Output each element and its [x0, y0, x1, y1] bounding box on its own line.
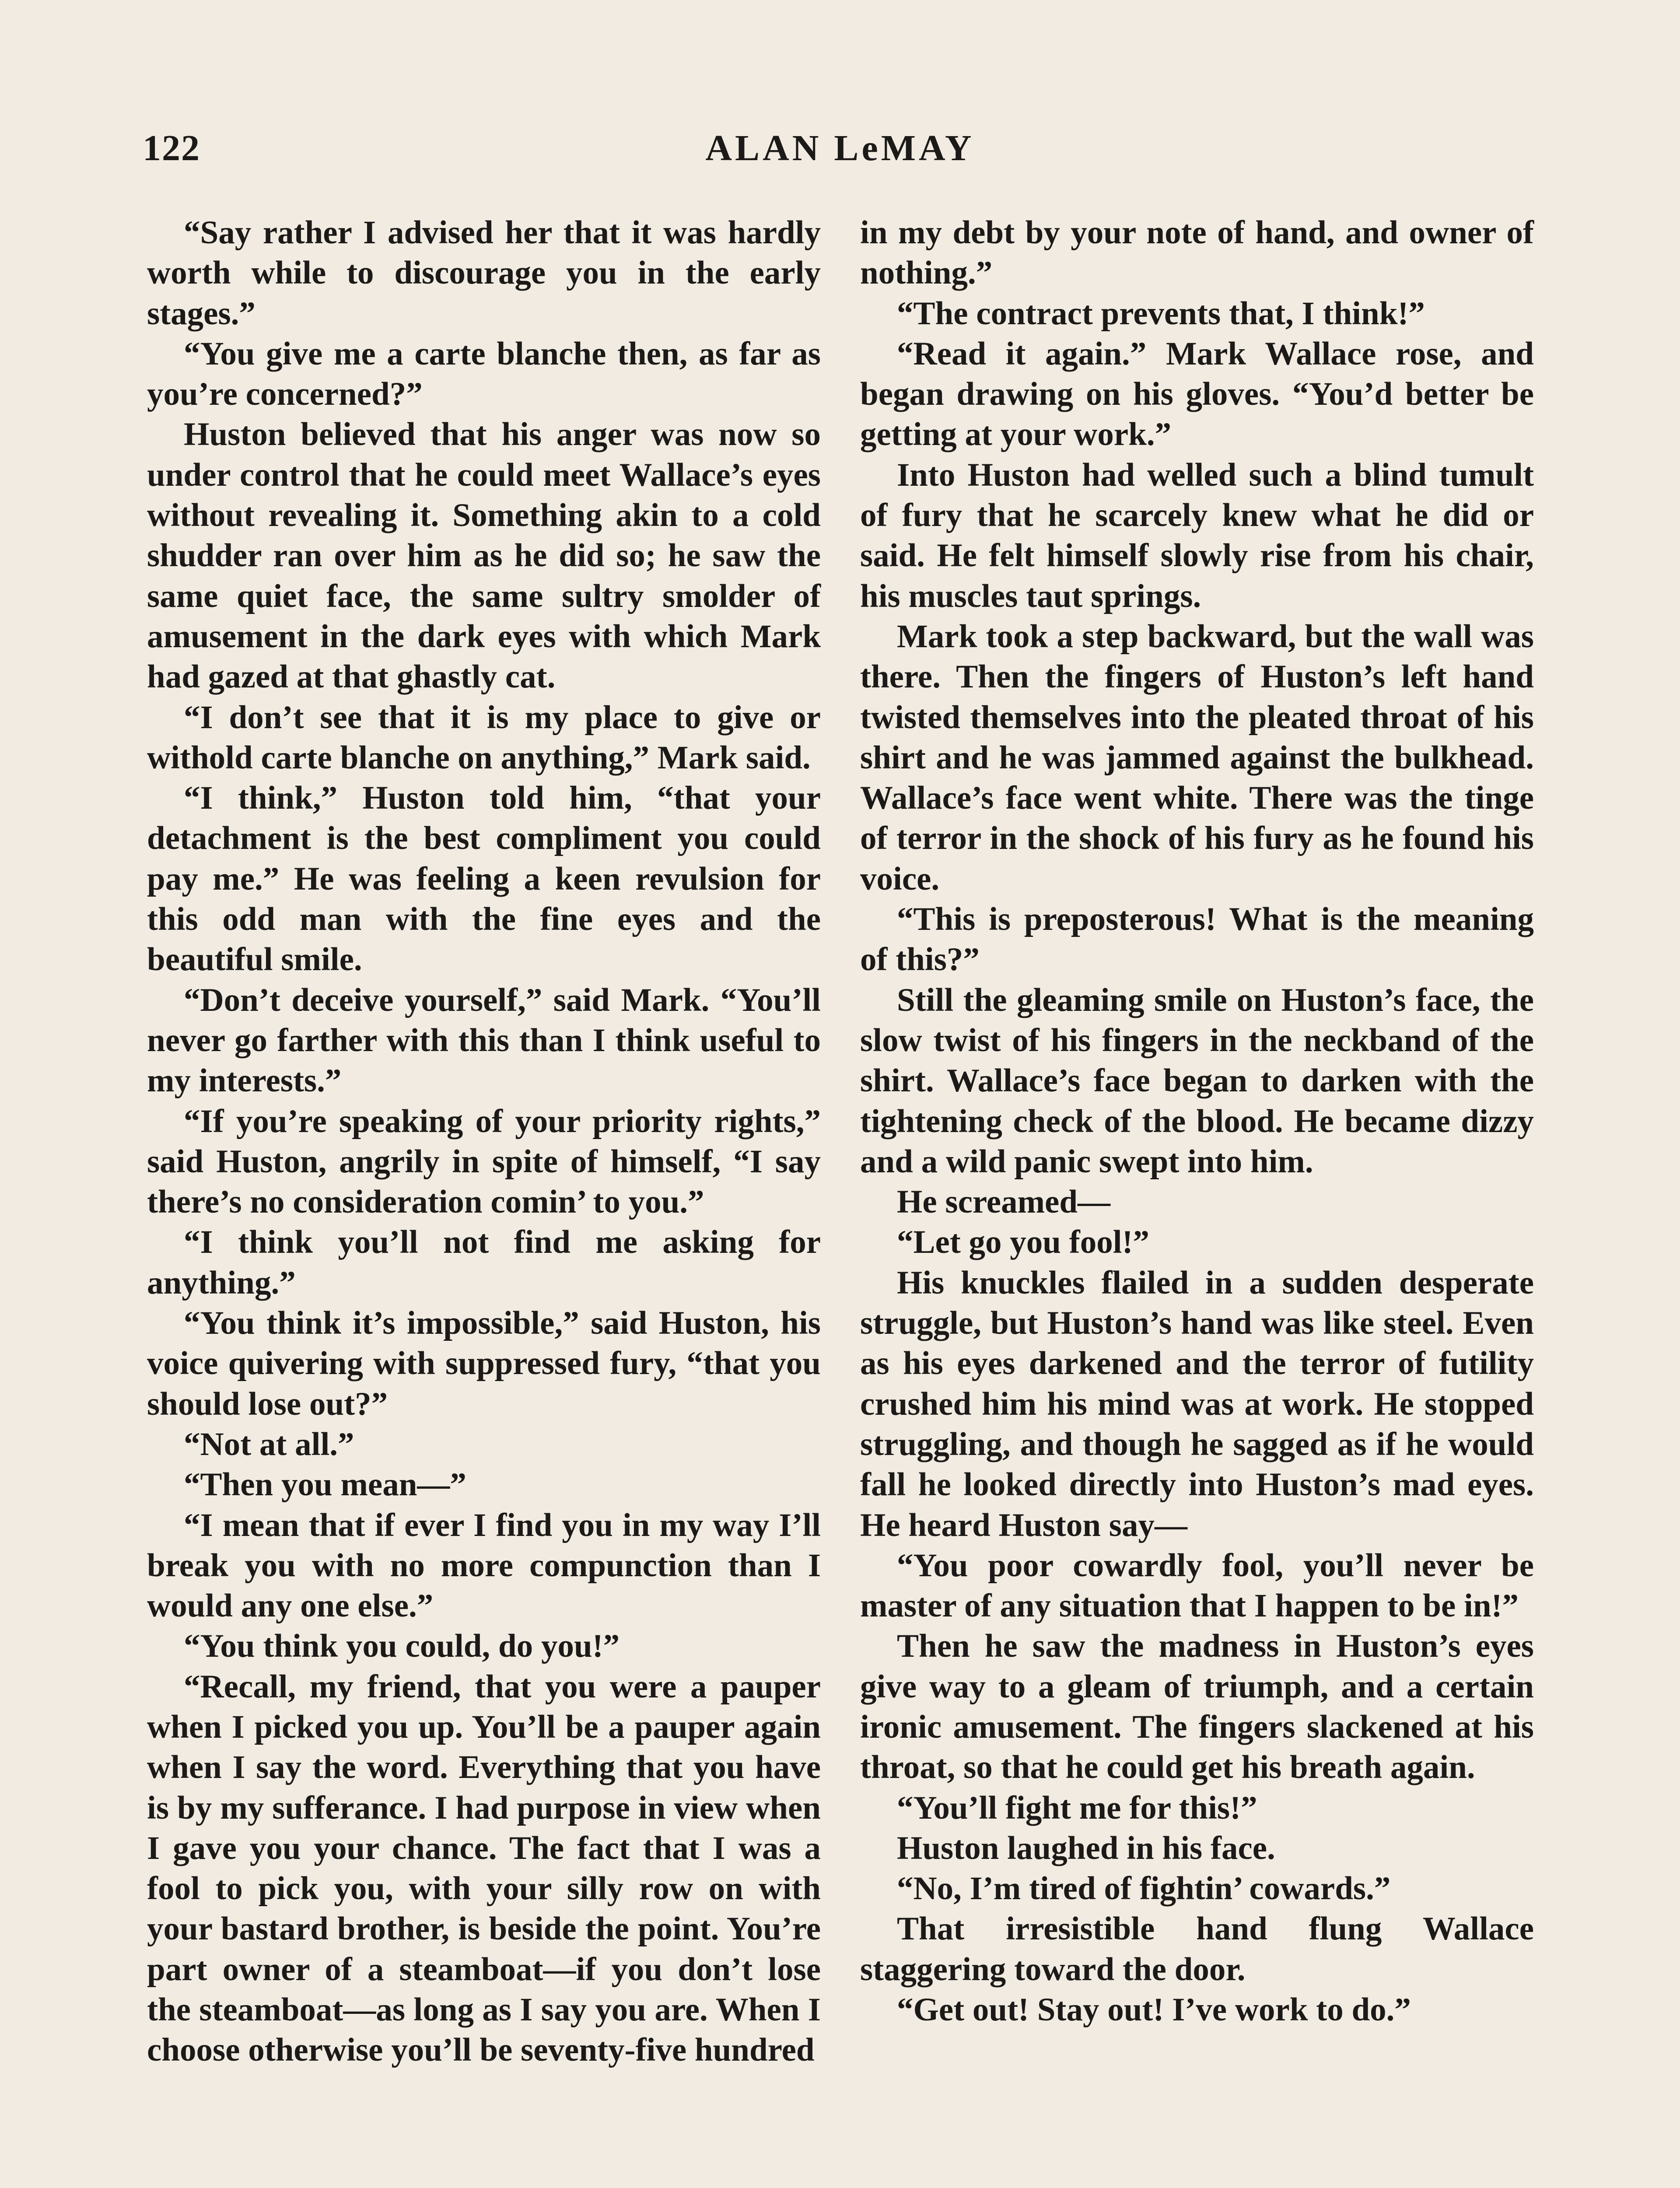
paragraph: “You poor cowardly fool, you’ll never be master of any situation that I happen to be in!” [860, 1547, 1534, 1624]
paragraph: “Recall, my friend, that you were a pauper when I picked you up. You’ll be a pauper again when I say the word. Everything that you have is by my sufferance. I had purpose in view when I gave you your chance. The fact that I was a fool to pick you, with your silly row on with your bastard brother, is beside the point. You’re part owner of a steamboat—if you don’t lose the steamboat—as long as I say you are. When I choose otherwise you’ll be seventy-five hundred [147, 1668, 821, 2069]
paragraph: “Read it again.” Mark Wallace rose, and began drawing on his gloves. “You’d better be getting at your work.” [860, 335, 1534, 453]
paragraph: “Don’t deceive yourself,” said Mark. “You’ll never go farther with this than I think useful to my interests.” [147, 982, 821, 1099]
paragraph: Huston laughed in his face. [897, 1830, 1275, 1866]
paragraph: “You think it’s impossible,” said Huston, his voice quivering with suppressed fury, “that you should lose out?” [147, 1305, 821, 1422]
paragraph: “No, I’m tired of fightin’ cowards.” [897, 1870, 1391, 1907]
paragraph: That irresistible hand flung Wallace staggering toward the door. [860, 1911, 1534, 1988]
paragraph: His knuckles flailed in a sudden desperate struggle, but Huston’s hand was like steel. Even as his eyes darkened and the terror of futility crushed him his mind was at work. He stopped struggling, and though he sagged as if he would fall he looked directly into Huston’s mad eyes. He heard Huston say— [860, 1264, 1534, 1543]
paragraph: “If you’re speaking of your priority rights,” said Huston, angrily in spite of himself, “I say there’s no consideration comin’ to you.” [147, 1103, 821, 1220]
paragraph: “Say rather I advised her that it was hardly worth while to discourage you in the early stages.” [147, 214, 821, 332]
running-head: ALAN LeMAY [705, 128, 975, 168]
paragraph: “I mean that if ever I find you in my way I’ll break you with no more compunction than I would any one else.” [147, 1507, 821, 1624]
paragraph: Into Huston had welled such a blind tumult of fury that he scarcely knew what he did or said. He felt himself slowly rise from his chair, his muscles taut springs. [860, 456, 1534, 614]
paragraph: in my debt by your note of hand, and owner of nothing.” [860, 214, 1534, 291]
paragraph: “I think you’ll not find me asking for anything.” [147, 1224, 821, 1301]
paragraph: Then he saw the madness in Huston’s eyes give way to a gleam of triumph, and a certain ironic amusement. The fingers slackened at his throat, so that he could get his breath again. [860, 1628, 1534, 1786]
text-column-left [147, 213, 821, 2071]
page-number: 122 [143, 128, 200, 168]
paragraph: “I think,” Huston told him, “that your detachment is the best compliment you could pay me.” He was feeling a keen revulsion for this odd man with the fine eyes and the beautiful smile. [147, 780, 821, 978]
paragraph: “Let go you fool!” [897, 1224, 1150, 1261]
paragraph: “I don’t see that it is my place to give or withold carte blanche on anything,” Mark said. [147, 699, 821, 776]
paragraph: He screamed— [897, 1184, 1111, 1220]
paragraph: “You’ll fight me for this!” [897, 1789, 1257, 1826]
paragraph: “You think you could, do you!” [184, 1628, 620, 1665]
paragraph: “The contract prevents that, I think!” [897, 295, 1425, 332]
paragraph: “You give me a carte blanche then, as far as you’re concerned?” [147, 335, 821, 413]
paragraph: “Not at all.” [184, 1426, 354, 1462]
paragraph: “Then you mean—” [184, 1466, 466, 1503]
paragraph: Mark took a step backward, but the wall was there. Then the fingers of Huston’s left hand twisted themselves into the pleated throat of his shirt and he was jammed against the bulkhead. Wallace’s face went white. There was the tinge of terror in the shock of his fury as he found his voice. [860, 618, 1534, 897]
paragraph: “This is preposterous! What is the meaning of this?” [860, 901, 1534, 978]
paragraph: “Get out! Stay out! I’ve work to do.” [897, 1992, 1411, 2028]
paragraph: Huston believed that his anger was now so under control that he could meet Wallace’s eyes without revealing it. Something akin to a cold shudder ran over him as he did so; he saw the same quiet face, the same sultry smolder of amusement in the dark eyes with which Mark had gazed at that ghastly cat. [147, 416, 821, 695]
paragraph: Still the gleaming smile on Huston’s face, the slow twist of his fingers in the neckband of the shirt. Wallace’s face began to darken with the tightening check of the blood. He became dizzy and a wild panic swept into him. [860, 982, 1534, 1180]
text-column-right [860, 213, 1534, 2030]
